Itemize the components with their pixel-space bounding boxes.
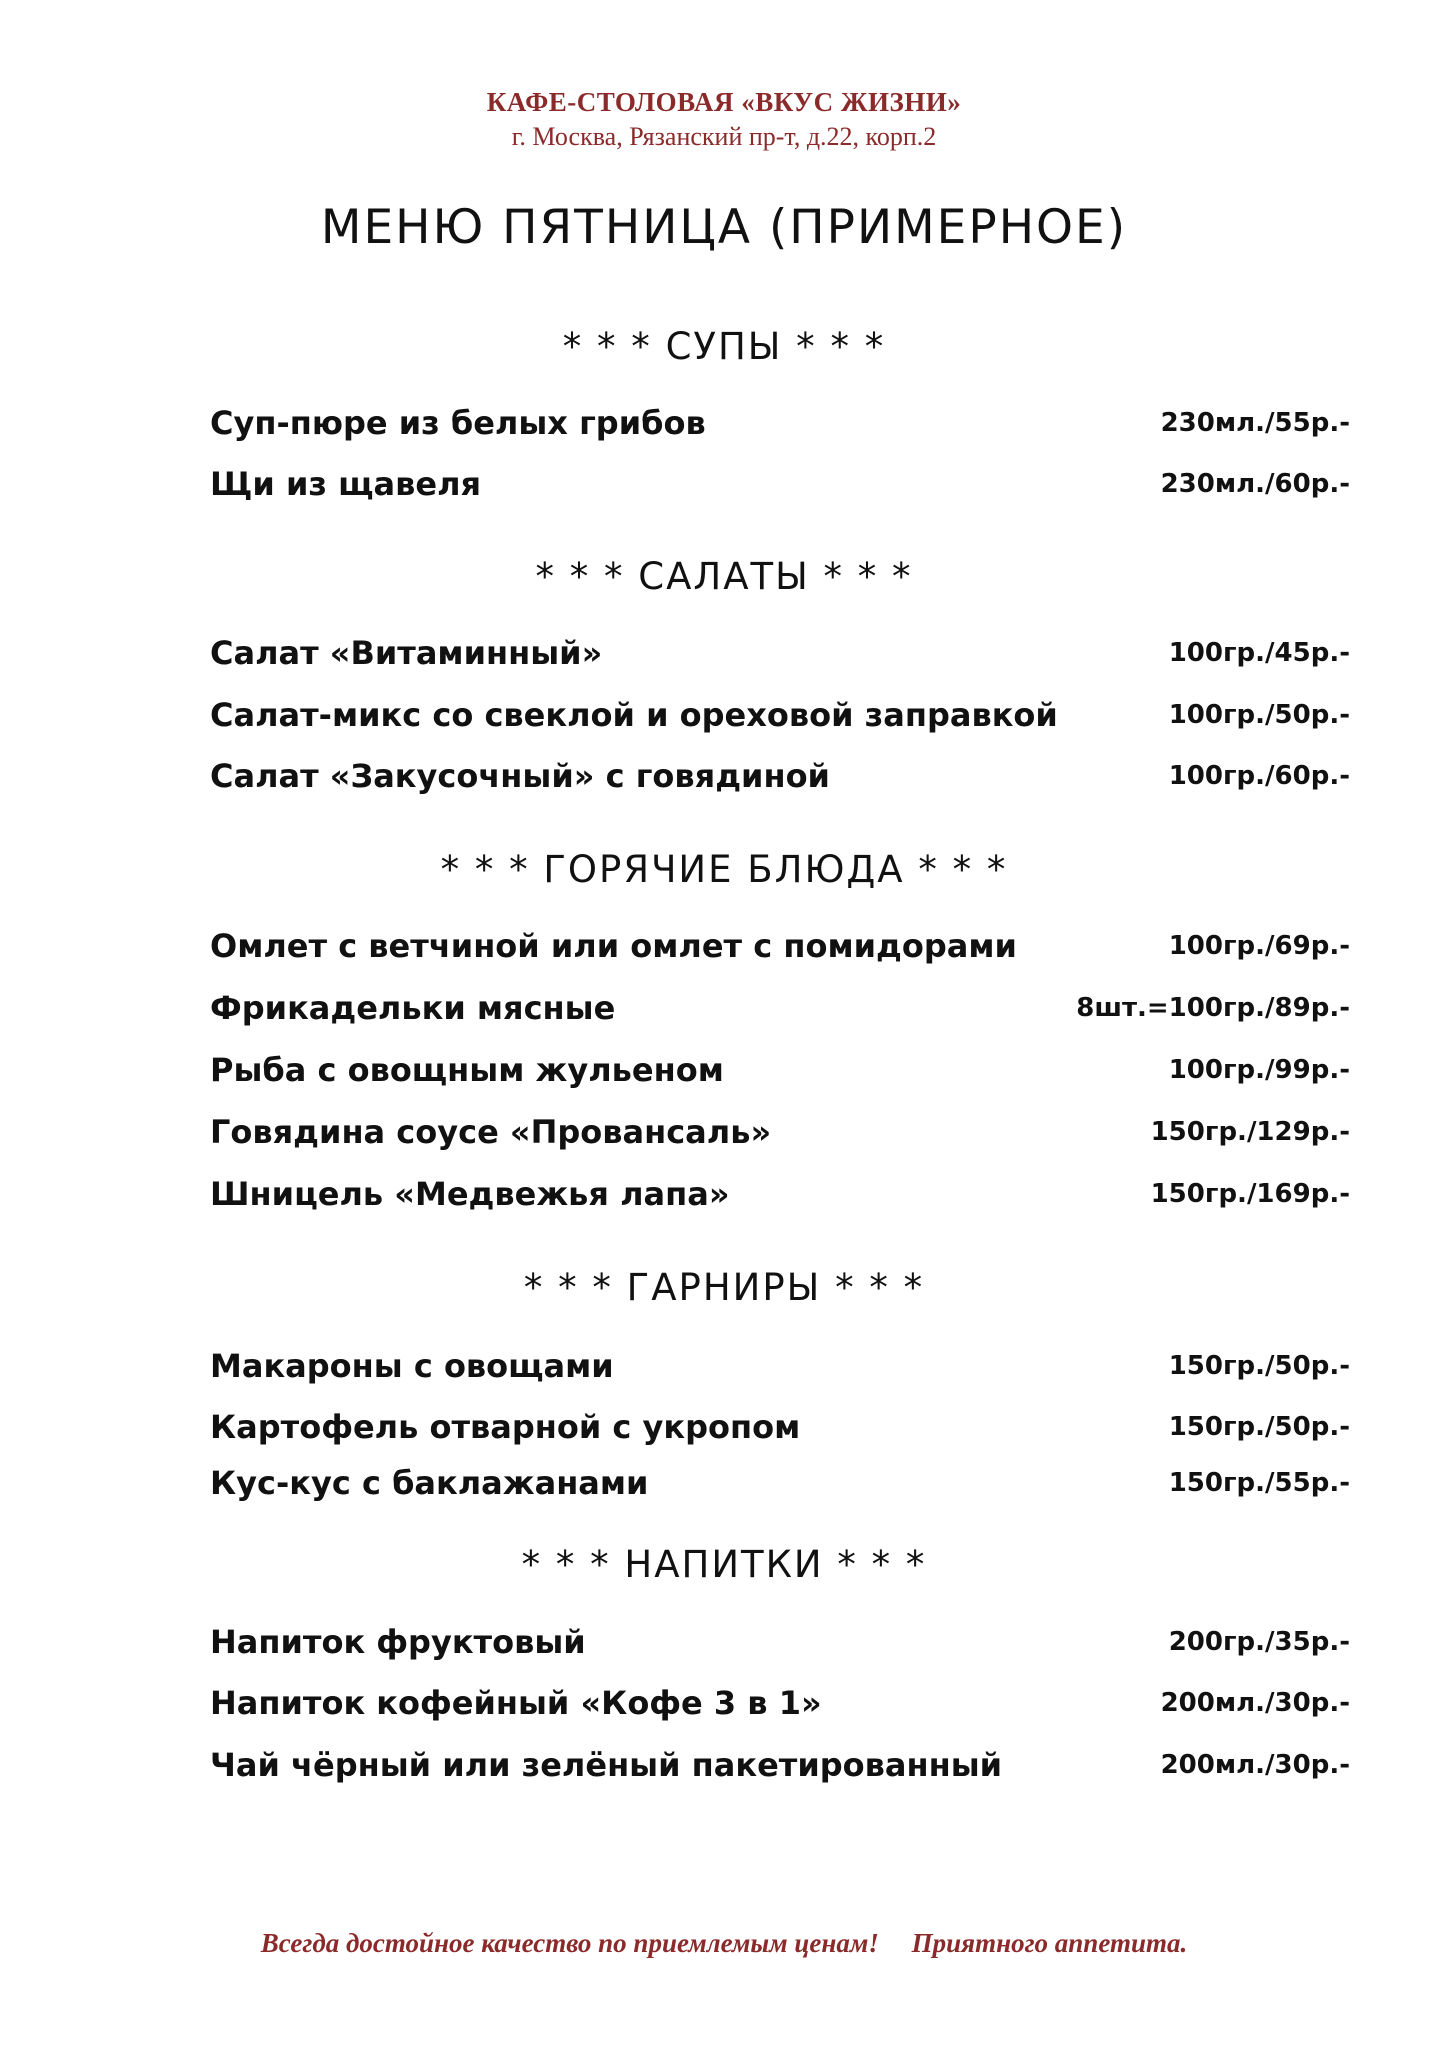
- item-name: Рыба с овощным жульеном: [210, 1051, 724, 1089]
- footer: [0, 1928, 1448, 1959]
- section-heading-drinks: * * * НАПИТКИ * * *: [521, 1543, 927, 1586]
- menu-item: [210, 461, 1350, 507]
- item-price: 100гр./45р.-: [1168, 638, 1350, 668]
- menu-title: МЕНЮ ПЯТНИЦА (ПРИМЕРНОЕ): [320, 200, 1128, 255]
- item-price: 230мл./60р.-: [1160, 469, 1350, 499]
- item-price: 100гр./99р.-: [1168, 1055, 1350, 1085]
- item-name: Напиток кофейный «Кофе 3 в 1»: [210, 1684, 822, 1722]
- item-name: Чай чёрный или зелёный пакетированный: [210, 1746, 1003, 1784]
- item-price: 8шт.=100гр./89р.-: [1076, 993, 1350, 1023]
- item-price: 150гр./50р.-: [1168, 1351, 1350, 1381]
- item-name: Салат-микс со свеклой и ореховой заправкой: [210, 696, 1058, 734]
- item-name: Суп-пюре из белых грибов: [210, 404, 706, 442]
- menu-item: [210, 1404, 1350, 1450]
- menu-item: [210, 985, 1350, 1031]
- footer-slogan: Всегда достойное качество по приемлемым ценам!: [260, 1928, 879, 1958]
- menu-item: [210, 923, 1350, 969]
- item-price: 200мл./30р.-: [1160, 1688, 1350, 1718]
- item-name: Шницель «Медвежья лапа»: [210, 1175, 730, 1213]
- menu-item: [210, 1742, 1350, 1788]
- item-price: 150гр./55р.-: [1168, 1468, 1350, 1498]
- section-heading-salads: * * * САЛАТЫ * * *: [535, 555, 913, 598]
- section-heading-soups: * * * СУПЫ * * *: [562, 325, 886, 368]
- item-price: 230мл./55р.-: [1160, 408, 1350, 438]
- item-price: 150гр./50р.-: [1168, 1412, 1350, 1442]
- menu-item: [210, 753, 1350, 799]
- item-name: Омлет с ветчиной или омлет с помидорами: [210, 927, 1017, 965]
- menu-item: [210, 1047, 1350, 1093]
- item-name: Щи из щавеля: [210, 465, 482, 503]
- item-name: Салат «Витаминный»: [210, 634, 603, 672]
- menu-item: [210, 400, 1350, 446]
- item-price: 100гр./69р.-: [1168, 931, 1350, 961]
- menu-item: [210, 1680, 1350, 1726]
- item-name: Кус-кус с баклажанами: [210, 1464, 649, 1502]
- menu-item: [210, 1460, 1350, 1506]
- item-price: 150гр./169р.-: [1150, 1179, 1350, 1209]
- menu-item: [210, 1109, 1350, 1155]
- item-price: 100гр./60р.-: [1168, 761, 1350, 791]
- footer-wish: Приятного аппетита.: [911, 1928, 1188, 1958]
- menu-item: [210, 1343, 1350, 1389]
- item-name: Фрикадельки мясные: [210, 989, 616, 1027]
- menu-item: [210, 1171, 1350, 1217]
- item-name: Напиток фруктовый: [210, 1623, 586, 1661]
- item-price: 200гр./35р.-: [1168, 1627, 1350, 1657]
- item-price: 200мл./30р.-: [1160, 1750, 1350, 1780]
- item-price: 150гр./129р.-: [1150, 1117, 1350, 1147]
- section-heading-hot-dishes: * * * ГОРЯЧИЕ БЛЮДА * * *: [440, 848, 1008, 891]
- item-name: Картофель отварной с укропом: [210, 1408, 801, 1446]
- menu-item: [210, 1619, 1350, 1665]
- menu-item: [210, 692, 1350, 738]
- cafe-header: [0, 84, 1448, 154]
- item-name: Салат «Закусочный» с говядиной: [210, 757, 830, 795]
- section-heading-garnishes: * * * ГАРНИРЫ * * *: [523, 1266, 925, 1309]
- item-price: 100гр./50р.-: [1168, 700, 1350, 730]
- item-name: Говядина соусе «Провансаль»: [210, 1113, 772, 1151]
- menu-item: [210, 630, 1350, 676]
- cafe-name: КАФЕ-СТОЛОВАЯ «ВКУС ЖИЗНИ»: [486, 87, 962, 117]
- cafe-address: г. Москва, Рязанский пр-т, д.22, корп.2: [511, 122, 937, 151]
- item-name: Макароны с овощами: [210, 1347, 614, 1385]
